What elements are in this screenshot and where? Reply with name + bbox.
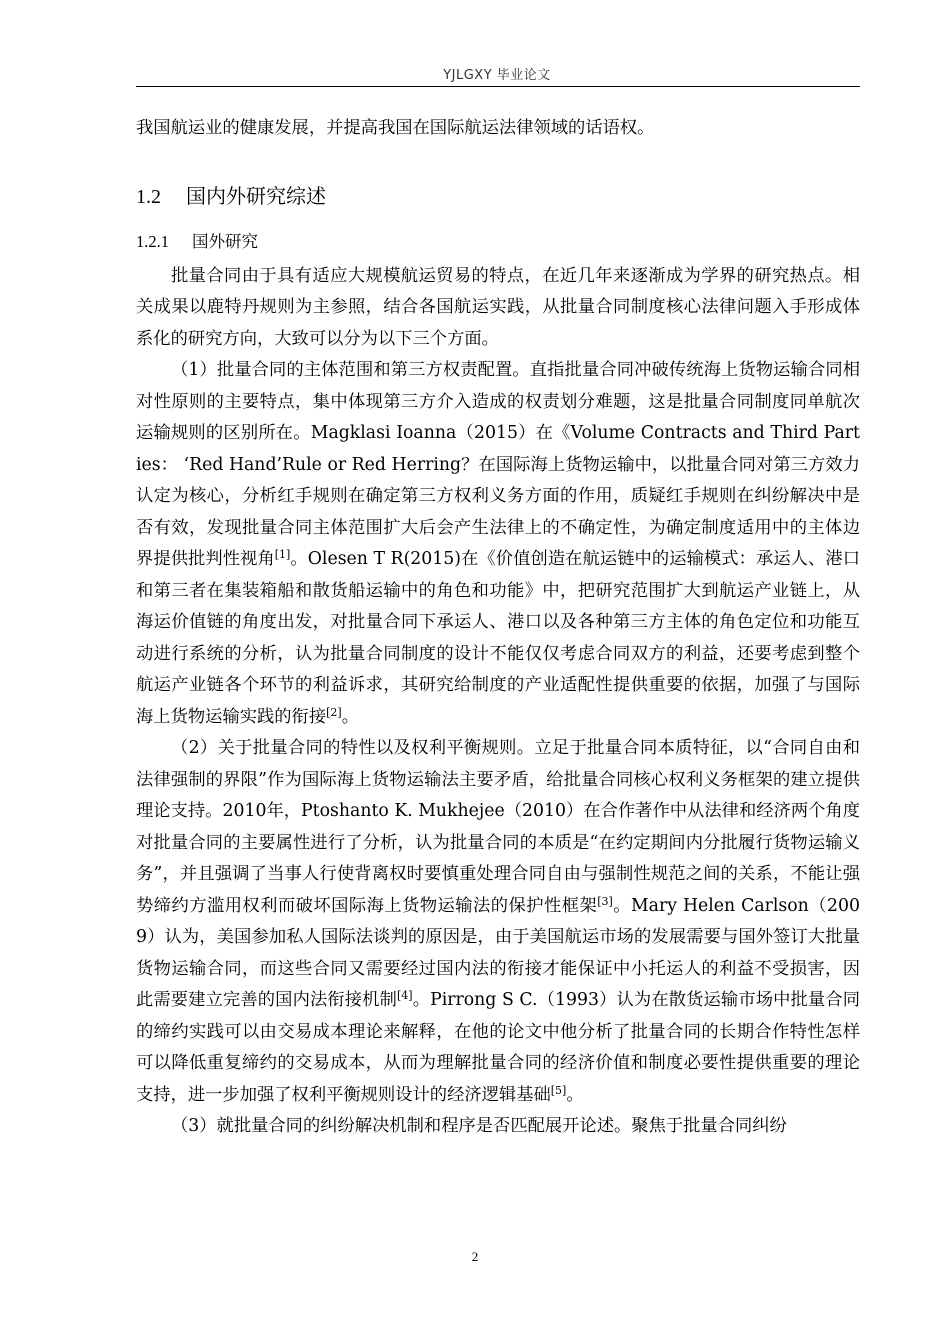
header-divider [136, 86, 860, 87]
intro-paragraph: 批量合同由于具有适应大规模航运贸易的特点，在近几年来逐渐成为学界的研究热点。相关成果以鹿特丹规则为主参照，结合各国航运实践，从批量合同制度核心法律问题入手形成体系化的研究方向，大致可以分为以下三个方面。 [136, 265, 860, 349]
paragraph-2-text-c: 。Pirrong S C.（1993）认为在散货运输市场中批量合同的缔约实践可以由交易成本理论来解释，在他的论文中他分析了批量合同的长期合作特性怎样可以降低重复缔约的交易成本，从而为理解批量合同的经济价值和制度必要性提供重要的理论支持，进一步加强了权利平衡规则设计的经济逻辑基础 [136, 990, 860, 1105]
paragraph-2 [136, 733, 860, 1111]
paragraph-2-text-b: 。Mary Helen Carlson（2009）认为，美国参加私人国际法谈判的原因是，由于美国航运市场的发展需要与国外签订大批量货物运输合同，而这些合同又需要经过国内法的衔接才能保证中小托运人的利益不受损害，因此需要建立完善的国内法衔接机制 [136, 895, 860, 1010]
citation-4: [4] [396, 989, 413, 1002]
citation-2: [2] [326, 705, 342, 719]
section-number: 1.2 [136, 185, 161, 208]
subsection-title: 国外研究 [192, 231, 258, 251]
paragraph-1-text-b: 。Olesen T R(2015)在《价值创造在航运链中的运输模式：承运人、港口和第三者在集装箱船和散货船运输中的角色和功能》中，把研究范围扩大到航运产业链上，从海运价值链的角度出发，对批量合同下承运人、港口以及各种第三方主体的角色定位和功能互动进行系统的分析，认为批量合同制度的设计不能仅仅考虑合同双方的利益，还要考虑到整个航运产业链各个环节的利益诉求，其研究给制度的产业适配性提供重要的依据，加强了与国际海上货物运输实践的衔接 [136, 549, 860, 727]
page-number: 2 [471, 1249, 479, 1264]
citation-3: [3] [597, 894, 613, 908]
paragraph-2-text-a: （2）关于批量合同的特性以及权利平衡规则。立足于批量合同本质特征，以“合同自由和法律强制的界限”作为国际海上货物运输法主要矛盾，给批量合同核心权利义务框架的建立提供理论支持。2010年，Ptoshanto K. Mukhejee（2010）在合作著作中从法律和经济两个角度对批量合同的主要属性进行了分析，认为批量合同的本质是“在约定期间内分批履行货物运输义务”，并且强调了当事人行使背离权时要慎重处理合同自由与强制性规范之间的关系，不能让强势缔约方滥用权利而破坏国际海上货物运输法的保护性框架 [136, 738, 860, 916]
subsection-number: 1.2.1 [136, 231, 169, 251]
lead-paragraph: 我国航运业的健康发展，并提高我国在国际航运法律领域的话语权。 [136, 118, 655, 138]
citation-1: [1] [274, 548, 291, 561]
citation-5: [5] [550, 1083, 567, 1097]
paragraph-2-text-d: 。 [566, 1084, 584, 1105]
subsection-heading [136, 228, 860, 256]
section-heading [136, 181, 860, 212]
page-header: YJLGXY 毕业论文 [443, 68, 551, 83]
document-body [136, 113, 860, 1143]
paragraph-3: （3）就批量合同的纠纷解决机制和程序是否匹配展开论述。聚焦于批量合同纠纷 [171, 1116, 787, 1136]
paragraph-1-text-c: 。 [341, 706, 359, 727]
paragraph-1-text-a: （1）批量合同的主体范围和第三方权责配置。直指批量合同冲破传统海上货物运输合同相对性原则的主要特点，集中体现第三方介入造成的权责划分难题，这是批量合同制度同单航次运输规则的区别所在。Magklasi Ioanna（2015）在《Volume Contracts and Third Parties： ‘Red Hand’Rule or Red Herring？在国际海上货物运输中，以批量合同对第三方效力认定为核心，分析红手规则在确定第三方权利义务方面的作用，质疑红手规则在纠纷解决中是否有效，发现批量合同主体范围扩大后会产生法律上的不确定性，为确定制度适用中的主体边界提供批判性视角 [136, 360, 860, 569]
paragraph-1 [136, 355, 860, 733]
section-title: 国内外研究综述 [186, 183, 326, 208]
